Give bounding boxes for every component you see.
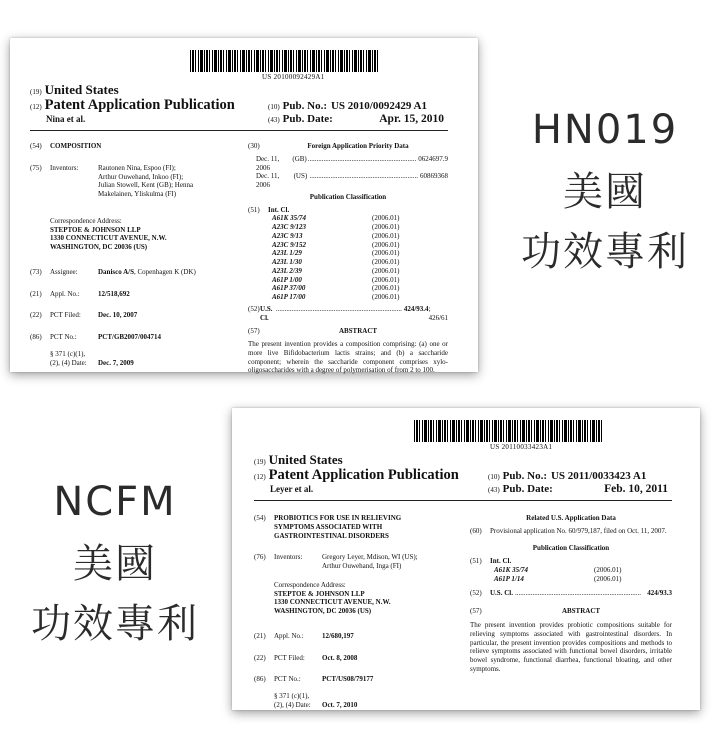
assignee-field: (73) Assignee: Danisco A/S, Copenhagen K (DK) (30, 267, 196, 276)
left-column (30, 142, 238, 381)
patent-document-2 (232, 408, 700, 710)
abstract-heading: (57) ABSTRACT (470, 607, 601, 616)
pub-info: (10) Pub. No.: US 2011/0033423 A1 (43) Pub. Date: Feb. 10, 2011 (488, 470, 668, 495)
publication-type: (12) Patent Application Publication (30, 97, 235, 113)
title-field: (54) COMPOSITION (30, 142, 238, 151)
pct-no-field: (86) PCT No.: PCT/US08/79177 (254, 675, 374, 684)
inventor-short: Leyer et al. (270, 484, 314, 494)
pct-filed-field: (22) PCT Filed: Dec. 10, 2007 (30, 311, 138, 320)
appl-no-field: (21) Appl. No.: 12/680,197 (254, 631, 354, 640)
inventors-field: (76) Inventors: Gregory Leyer, Mdison, WI (US); Arthur Ouwehand, Inga (FI) (254, 553, 418, 570)
abstract-heading: (57) ABSTRACT (248, 327, 378, 336)
country-heading: (19) United States (30, 82, 119, 97)
int-cl-row: A61K 35/74 (2006.01) (494, 566, 622, 574)
int-cl-row: A61P 1/14 (2006.01) (494, 574, 622, 583)
related-heading: Related U.S. Application Data (526, 514, 616, 522)
us-cl-field: (52) U.S. Cl. ........................................................................ 424/93.4 ; 426/61 (248, 304, 449, 322)
priority-table (256, 155, 448, 190)
label-country: 美國 (73, 541, 157, 587)
int-cl-field: (51) Int. Cl. A61K 35/74 (2006.01) A61P 1/14 (2006.01) (470, 557, 672, 583)
appl-no-field: (21) Appl. No.: 12/518,692 (30, 289, 130, 298)
s371-field: § 371 (c)(1), (2), (4) Date: Oct. 7, 2010 (274, 692, 358, 709)
label-country: 美國 (563, 169, 647, 215)
int-cl-row: A61P 37/00 (2006.01) (272, 284, 400, 293)
int-cl-row: A23L 2/39 (2006.01) (272, 266, 400, 275)
abstract-text: The present invention provides a composition comprising: (a) one or more live Bifidobacterium lactis strains; and (b) a saccharide component; wherein the saccharide component comprises xylo-oligosaccharides with a degree of polymerisation of from 2 to 100. (248, 340, 448, 375)
barcode (190, 50, 378, 72)
invention-title: PROBIOTICS FOR USE IN RELIEVING SYMPTOMS ASSOCIATED WITH GASTROINTESTINAL DISORDERS (274, 514, 402, 540)
abstract-text: The present invention provides probiotic compositions suitable for relieving symptoms associated with gastrointestinal disorders. In particular, the present invention provides compositions and methods to relieve symptoms associated with functional bowel disorders, irritable bowel syndrome, functional diarrhea, functional bloating, and other symptoms. (470, 621, 672, 673)
int-cl-field: (51) Int. Cl. A61K 35/74 (2006.01) A23C 9/123 (2006.01) A23C 9/13 (2006.01) A23C 9/152 (2006.01) A23L 1/29 (2006.01) A23L 1/30 (2006.01) A23L 2/39 (2006.01) A61P 1/00 (2006.01) A61P 37/00 (2006.01) A61P 17/00 (2006.01) (248, 206, 448, 302)
invention-title: COMPOSITION (50, 142, 102, 150)
right-column (470, 514, 672, 674)
title-field: (54) PROBIOTICS FOR USE IN RELIEVING SYMPTOMS ASSOCIATED WITH GASTROINTESTINAL DISORDERS (254, 514, 460, 540)
country-heading: (19) United States (254, 452, 343, 467)
pub-class-heading: Publication Classification (532, 543, 610, 552)
int-cl-row: A61P 17/00 (2006.01) (272, 293, 400, 301)
label-kind: 功效專利 (521, 229, 689, 275)
right-column (248, 142, 448, 375)
pct-filed-field: (22) PCT Filed: Oct. 8, 2008 (254, 653, 358, 662)
header-rule (30, 130, 448, 131)
pub-number: US 2010/0092429 A1 (330, 100, 427, 112)
inventor-short: Nina et al. (46, 114, 86, 124)
s371-field: § 371 (c)(1), (2), (4) Date: Dec. 7, 2009 (50, 349, 134, 367)
barcode-number: US 20100092429A1 (262, 73, 325, 81)
correspondence-address: Correspondence Address: STEPTOE & JOHNSON LLP 1330 CONNECTICUT AVENUE, N.W. WASHINGTON, DC 20036 (US) (50, 216, 167, 251)
barcode (414, 420, 602, 442)
int-cl-row: A23C 9/13 (2006.01) (272, 231, 400, 240)
label-code: NCFM (53, 479, 177, 525)
pub-info: (10) Pub. No.: US 2010/0092429 A1 (43) Pub. Date: Apr. 15, 2010 (268, 100, 444, 125)
left-column (254, 514, 460, 723)
pub-date: Apr. 15, 2010 (379, 113, 444, 125)
provisional-field: (60) Provisional application No. 60/979,187, filed on Oct. 11, 2007. (470, 526, 667, 535)
publication-type: (12) Patent Application Publication (254, 467, 459, 483)
inventors-field: (75) Inventors: Rautonen Nina, Espoo (FI); Arthur Ouwehand, Inkoo (FI); Julian Stowell, Kent (GB); Henna Makelainen, Yliskulma (FI) (30, 163, 194, 198)
priority-row: Dec. 11, 2006 (US) .............................................................. 60869368 (256, 172, 448, 189)
pub-date: Feb. 10, 2011 (604, 483, 668, 495)
label-code: HN019 (531, 107, 679, 153)
int-cl-row: A23C 9/123 (2006.01) (272, 223, 400, 231)
int-cl-row: A23C 9/152 (2006.01) (272, 240, 400, 249)
label-kind: 功效專利 (31, 601, 199, 647)
int-cl-row: A61P 1/00 (2006.01) (272, 275, 400, 284)
patent-document-1 (10, 38, 478, 375)
priority-heading: (30) Foreign Application Priority Data (248, 142, 409, 150)
header-rule (254, 500, 672, 501)
correspondence-address: Correspondence Address: STEPTOE & JOHNSON LLP 1330 CONNECTICUT AVENUE, N.W. WASHINGTON, DC 20036 (US) (274, 580, 391, 615)
hn019-label (510, 107, 700, 275)
pct-no-field: (86) PCT No.: PCT/GB2007/004714 (30, 333, 162, 341)
pub-number: US 2011/0033423 A1 (550, 470, 647, 482)
int-cl-row: A23L 1/29 (2006.01) (272, 249, 400, 258)
us-cl-field: (52) U.S. Cl. ........................................................................ 424/93.3 (470, 588, 672, 597)
priority-row: Dec. 11, 2006 (GB) .............................................................. 0624697.9 (256, 154, 448, 172)
int-cl-row: A61K 35/74 (2006.01) (272, 214, 400, 223)
pub-class-heading: Publication Classification (309, 192, 387, 201)
barcode-number: US 20110033423A1 (490, 443, 553, 451)
ncfm-label (10, 479, 220, 647)
int-cl-row: A23L 1/30 (2006.01) (272, 258, 400, 266)
